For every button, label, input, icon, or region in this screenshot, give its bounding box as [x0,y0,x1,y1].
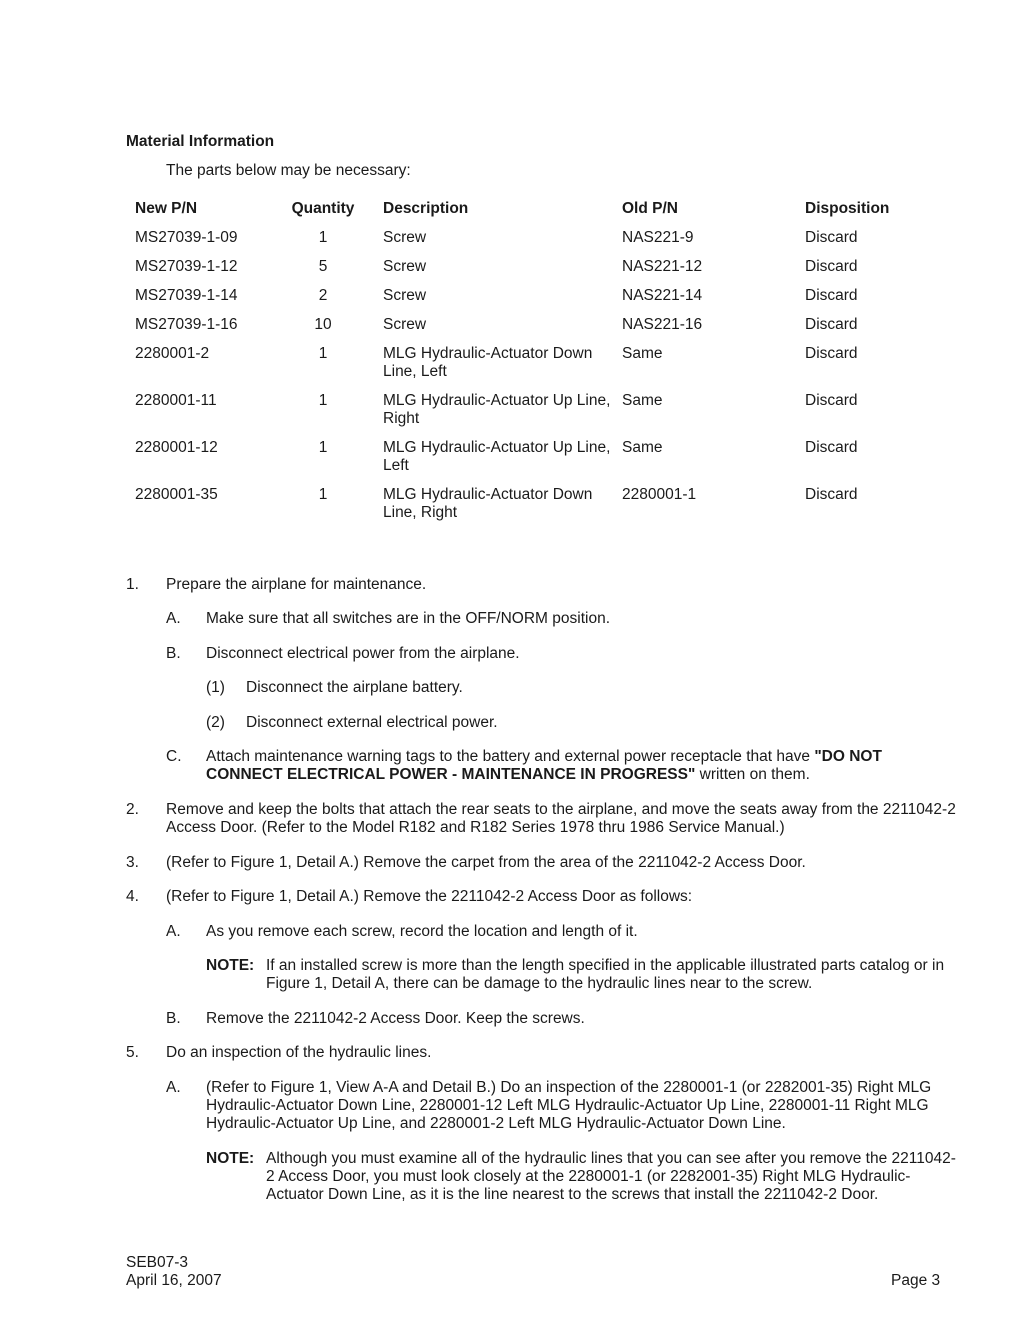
step-number: B. [166,645,181,662]
step-number: 3. [126,854,139,871]
step-number: 1. [126,576,139,593]
step-text: Disconnect electrical power from the airplane. [206,645,520,662]
table-row [126,486,956,533]
cell-old-pn: NAS221-9 [622,229,694,246]
cell-disposition: Discard [805,229,858,246]
cell-description: Screw [383,258,427,275]
cell-new-pn: MS27039-1-16 [135,316,238,333]
cell-quantity: 10 [314,316,332,333]
footer-date: April 16, 2007 [126,1272,222,1289]
cell-old-pn: Same [622,439,663,456]
step-text-post: written on them. [695,766,810,783]
table-header-row [126,200,956,229]
cell-quantity: 2 [318,287,328,304]
step-number: C. [166,748,182,765]
column-header-old-pn: Old P/N [622,200,678,217]
table-row [126,392,956,439]
table-row [126,439,956,486]
step-text: Remove the 2211042-2 Access Door. Keep the screws. [206,1010,585,1027]
cell-old-pn: NAS221-16 [622,316,703,333]
cell-description: Screw [383,287,427,304]
step-text: As you remove each screw, record the location and length of it. [206,923,638,940]
footer-document-number: SEB07-3 [126,1254,189,1271]
cell-description: Screw [383,229,427,246]
step-number: 5. [126,1044,139,1061]
table-row [126,345,956,392]
note-label: NOTE: [206,1150,255,1167]
cell-quantity: 1 [318,345,328,362]
step-text: Prepare the airplane for maintenance. [166,576,427,593]
cell-new-pn: MS27039-1-12 [135,258,238,275]
step-text: Do an inspection of the hydraulic lines. [166,1044,432,1061]
column-header-disposition: Disposition [805,200,890,217]
cell-disposition: Discard [805,345,858,362]
table-row [126,316,956,345]
step-text: Disconnect the airplane battery. [246,679,463,696]
cell-old-pn: Same [622,345,663,362]
cell-description: Screw [383,316,427,333]
cell-quantity: 1 [318,229,328,246]
cell-old-pn: Same [622,392,663,409]
table-row [126,287,956,316]
cell-disposition: Discard [805,439,858,456]
cell-new-pn: MS27039-1-09 [135,229,238,246]
cell-quantity: 1 [318,439,328,456]
cell-disposition: Discard [805,392,858,409]
table-row [126,258,956,287]
step-text: (Refer to Figure 1, Detail A.) Remove the 2211042-2 Access Door as follows: [166,888,693,905]
column-header-new-pn: New P/N [135,200,198,217]
step-text [206,748,951,784]
cell-description: MLG Hydraulic-Actuator Up Line, Left [383,439,611,474]
cell-description: MLG Hydraulic-Actuator Down Line, Right [383,486,593,521]
cell-disposition: Discard [805,316,858,333]
cell-old-pn: NAS221-14 [622,287,703,304]
cell-new-pn: 2280001-12 [135,439,218,456]
cell-disposition: Discard [805,486,858,503]
step-text: (Refer to Figure 1, Detail A.) Remove the carpet from the area of the 2211042-2 Access Door. [166,854,806,871]
cell-disposition: Discard [805,287,858,304]
cell-quantity: 1 [318,486,328,503]
cell-quantity: 5 [318,258,328,275]
step-number: 2. [126,801,139,818]
cell-description: MLG Hydraulic-Actuator Up Line, Right [383,392,611,427]
step-number: (2) [206,714,225,731]
parts-table [126,200,956,533]
note-text: Although you must examine all of the hydraulic lines that you can see after you remove the 2211042-2 Access Door, you must look closely at the 2280001-1 (or 2282001-35) Right MLG Hydraulic-Actuator Down Line, as it is the line nearest to the screws that install the 2211042-2 Door. [266,1150,956,1203]
cell-new-pn: 2280001-2 [135,345,210,362]
step-number: A. [166,923,181,940]
step-number: (1) [206,679,225,696]
footer-page-number: Page 3 [891,1272,941,1289]
cell-description: MLG Hydraulic-Actuator Down Line, Left [383,345,593,380]
cell-new-pn: 2280001-11 [135,392,217,409]
cell-new-pn: MS27039-1-14 [135,287,238,304]
cell-disposition: Discard [805,258,858,275]
step-text: (Refer to Figure 1, View A-A and Detail B.) Do an inspection of the 2280001-1 (or 2282001-35) Right MLG Hydraulic-Actuator Down Line, 2280001-12 Left MLG Hydraulic-Actuator Up Line, 2280001-11 Right MLG Hydraulic-Actuator Up Line, and 2280001-2 Left MLG Hydraulic-Actuator Down Line. [206,1079,932,1132]
section-title: Material Information [126,133,275,150]
step-number: A. [166,610,181,627]
note-text: If an installed screw is more than the length specified in the applicable illustrated parts catalog or in Figure 1, Detail A, there can be damage to the hydraulic lines near to the screw. [266,957,945,992]
column-header-description: Description [383,200,469,217]
cell-old-pn: 2280001-1 [622,486,697,503]
step-text-pre: Attach maintenance warning tags to the battery and external power receptacle that have [206,748,815,765]
cell-quantity: 1 [318,392,328,409]
column-header-quantity: Quantity [291,200,355,217]
step-number: B. [166,1010,181,1027]
cell-new-pn: 2280001-35 [135,486,218,503]
step-text: Remove and keep the bolts that attach the rear seats to the airplane, and move the seats away from the 2211042-2 Access Door. (Refer to the Model R182 and R182 Series 1978 thru 1986 Service Manual.) [166,801,956,836]
step-number: A. [166,1079,181,1096]
step-text: Make sure that all switches are in the OFF/NORM position. [206,610,611,627]
note-label: NOTE: [206,957,255,974]
step-number: 4. [126,888,139,905]
step-text: Disconnect external electrical power. [246,714,498,731]
warning-tag-text: "DO NOT CONNECT ELECTRICAL POWER - MAINTENANCE IN PROGRESS" [206,748,882,783]
table-row [126,229,956,258]
intro-text: The parts below may be necessary: [166,162,411,179]
cell-old-pn: NAS221-12 [622,258,703,275]
